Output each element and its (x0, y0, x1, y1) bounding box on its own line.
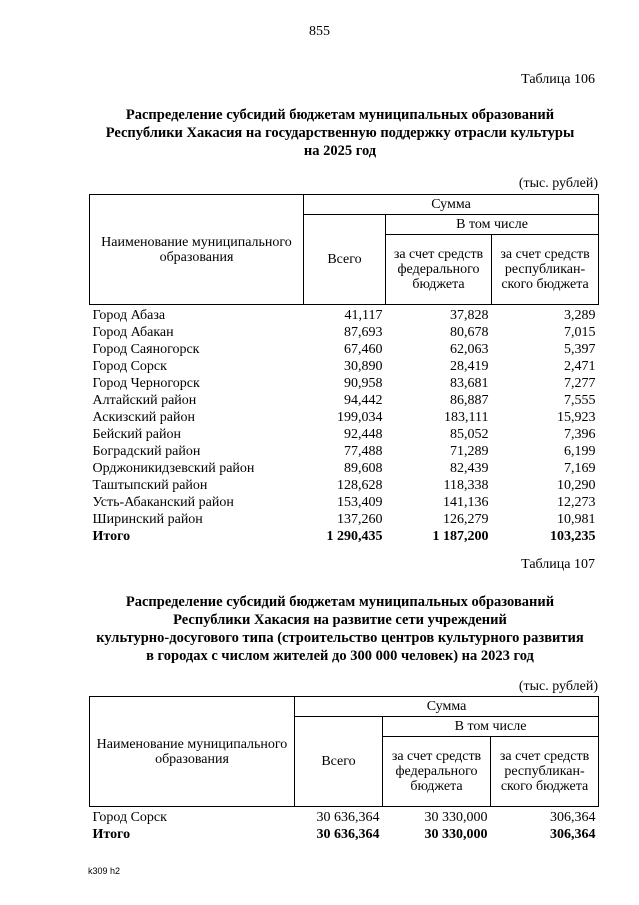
cell-federal: 80,678 (450, 325, 489, 340)
header-sum: Сумма (304, 195, 599, 215)
table-row (90, 477, 599, 494)
cell-federal: 82,439 (450, 461, 489, 476)
title-line: на 2025 год (303, 143, 377, 159)
cell-name: Аскизский район (92, 410, 195, 425)
header-federal: за счет средств федерального бюджета (386, 235, 492, 305)
cell-federal: 118,338 (443, 478, 489, 493)
table-107 (89, 696, 599, 843)
cell-total: 1 290,435 (326, 529, 383, 544)
title-line: Республики Хакасия на государственную поддержку отрасли культуры (105, 125, 575, 141)
cell-republic: 2,471 (564, 359, 596, 374)
cell-federal: 30 330,000 (424, 827, 488, 842)
title-line: Распределение субсидий бюджетам муниципальных образований (125, 107, 555, 123)
cell-federal: 126,279 (443, 512, 489, 527)
table-row (90, 392, 599, 409)
header-including: В том числе (386, 215, 599, 235)
cell-total: 77,488 (344, 444, 383, 459)
cell-federal: 86,887 (450, 393, 489, 408)
cell-federal: 28,419 (450, 359, 489, 374)
total-row (90, 826, 599, 843)
table-row (90, 409, 599, 426)
table-row (90, 341, 599, 358)
cell-name: Город Саяногорск (92, 342, 200, 357)
cell-name: Город Абаза (92, 308, 166, 323)
table-row (90, 494, 599, 511)
cell-name: Город Сорск (92, 810, 167, 825)
cell-republic: 15,923 (557, 410, 596, 425)
footer-code: k309 h2 (88, 866, 121, 876)
table-107-label: Таблица 107 (521, 557, 595, 572)
cell-republic: 306,364 (550, 827, 596, 842)
table-107-units: (тыс. рублей) (518, 679, 598, 694)
cell-name: Алтайский район (92, 393, 197, 408)
page-number: 855 (309, 24, 330, 39)
table-row (90, 305, 599, 325)
cell-republic: 10,981 (557, 512, 596, 527)
cell-republic: 7,169 (564, 461, 596, 476)
cell-total: 30 636,364 (316, 810, 380, 825)
table-row (90, 511, 599, 528)
cell-republic: 6,199 (564, 444, 596, 459)
table-row (90, 375, 599, 392)
table-row (90, 460, 599, 477)
cell-total: 137,260 (337, 512, 383, 527)
table-106-title (60, 106, 620, 160)
title-line: культурно-досугового типа (строительство центров культурного развития (96, 630, 584, 646)
cell-name: Боградский район (92, 444, 201, 459)
cell-republic: 7,015 (564, 325, 596, 340)
table-106 (89, 194, 599, 545)
table-row (90, 426, 599, 443)
table-row (90, 443, 599, 460)
cell-republic: 306,364 (550, 810, 596, 825)
header-federal: за счет средств федерального бюджета (383, 737, 491, 807)
cell-federal: 30 330,000 (424, 810, 488, 825)
cell-name: Город Сорск (92, 359, 167, 374)
total-row (90, 528, 599, 545)
cell-federal: 85,052 (450, 427, 489, 442)
title-line: Распределение субсидий бюджетам муниципальных образований (125, 594, 555, 610)
cell-name: Город Абакан (92, 325, 174, 340)
header-sum: Сумма (295, 697, 599, 717)
cell-total: 67,460 (344, 342, 383, 357)
table-row (90, 324, 599, 341)
cell-total: 30,890 (344, 359, 383, 374)
header-total: Всего (295, 717, 383, 807)
cell-republic: 5,397 (564, 342, 596, 357)
cell-republic: 3,289 (564, 308, 596, 323)
header-name: Наименование муниципального образования (90, 697, 295, 807)
cell-total: 41,117 (344, 308, 383, 323)
cell-republic: 12,273 (557, 495, 596, 510)
title-line: Республики Хакасия на развитие сети учреждений (173, 612, 507, 628)
cell-name: Таштыпский район (92, 478, 208, 493)
cell-name: Итого (92, 529, 131, 544)
cell-name: Орджоникидзевский район (92, 461, 255, 476)
cell-total: 153,409 (337, 495, 383, 510)
cell-federal: 183,111 (444, 410, 489, 425)
cell-republic: 10,290 (557, 478, 596, 493)
cell-name: Итого (92, 827, 131, 842)
cell-republic: 7,555 (564, 393, 596, 408)
cell-federal: 83,681 (450, 376, 489, 391)
cell-republic: 7,396 (564, 427, 596, 442)
header-republic: за счет средств республикан-ского бюджета (492, 235, 599, 305)
cell-name: Город Черногорск (92, 376, 200, 391)
title-line: в городах с числом жителей до 300 000 человек) на 2023 год (146, 648, 534, 664)
cell-federal: 37,828 (450, 308, 489, 323)
table-row (90, 358, 599, 375)
cell-republic: 103,235 (550, 529, 596, 544)
cell-total: 128,628 (337, 478, 383, 493)
header-total: Всего (304, 215, 386, 305)
cell-federal: 141,136 (443, 495, 489, 510)
header-republic: за счет средств республикан-ского бюджета (491, 737, 599, 807)
cell-total: 199,034 (337, 410, 383, 425)
header-including: В том числе (383, 717, 599, 737)
table-row (90, 807, 599, 827)
cell-name: Ширинский район (92, 512, 203, 527)
cell-federal: 71,289 (450, 444, 489, 459)
cell-republic: 7,277 (564, 376, 596, 391)
table-106-label: Таблица 106 (521, 72, 595, 87)
table-107-title (60, 593, 620, 665)
cell-federal: 62,063 (450, 342, 489, 357)
cell-total: 30 636,364 (316, 827, 380, 842)
cell-name: Усть-Абаканский район (92, 495, 234, 510)
table-106-units: (тыс. рублей) (518, 176, 598, 191)
cell-name: Бейский район (92, 427, 181, 442)
cell-total: 94,442 (344, 393, 383, 408)
cell-total: 90,958 (344, 376, 383, 391)
cell-total: 92,448 (344, 427, 383, 442)
cell-total: 87,693 (344, 325, 383, 340)
cell-federal: 1 187,200 (432, 529, 489, 544)
cell-total: 89,608 (344, 461, 383, 476)
header-name: Наименование муниципального образования (90, 195, 304, 305)
